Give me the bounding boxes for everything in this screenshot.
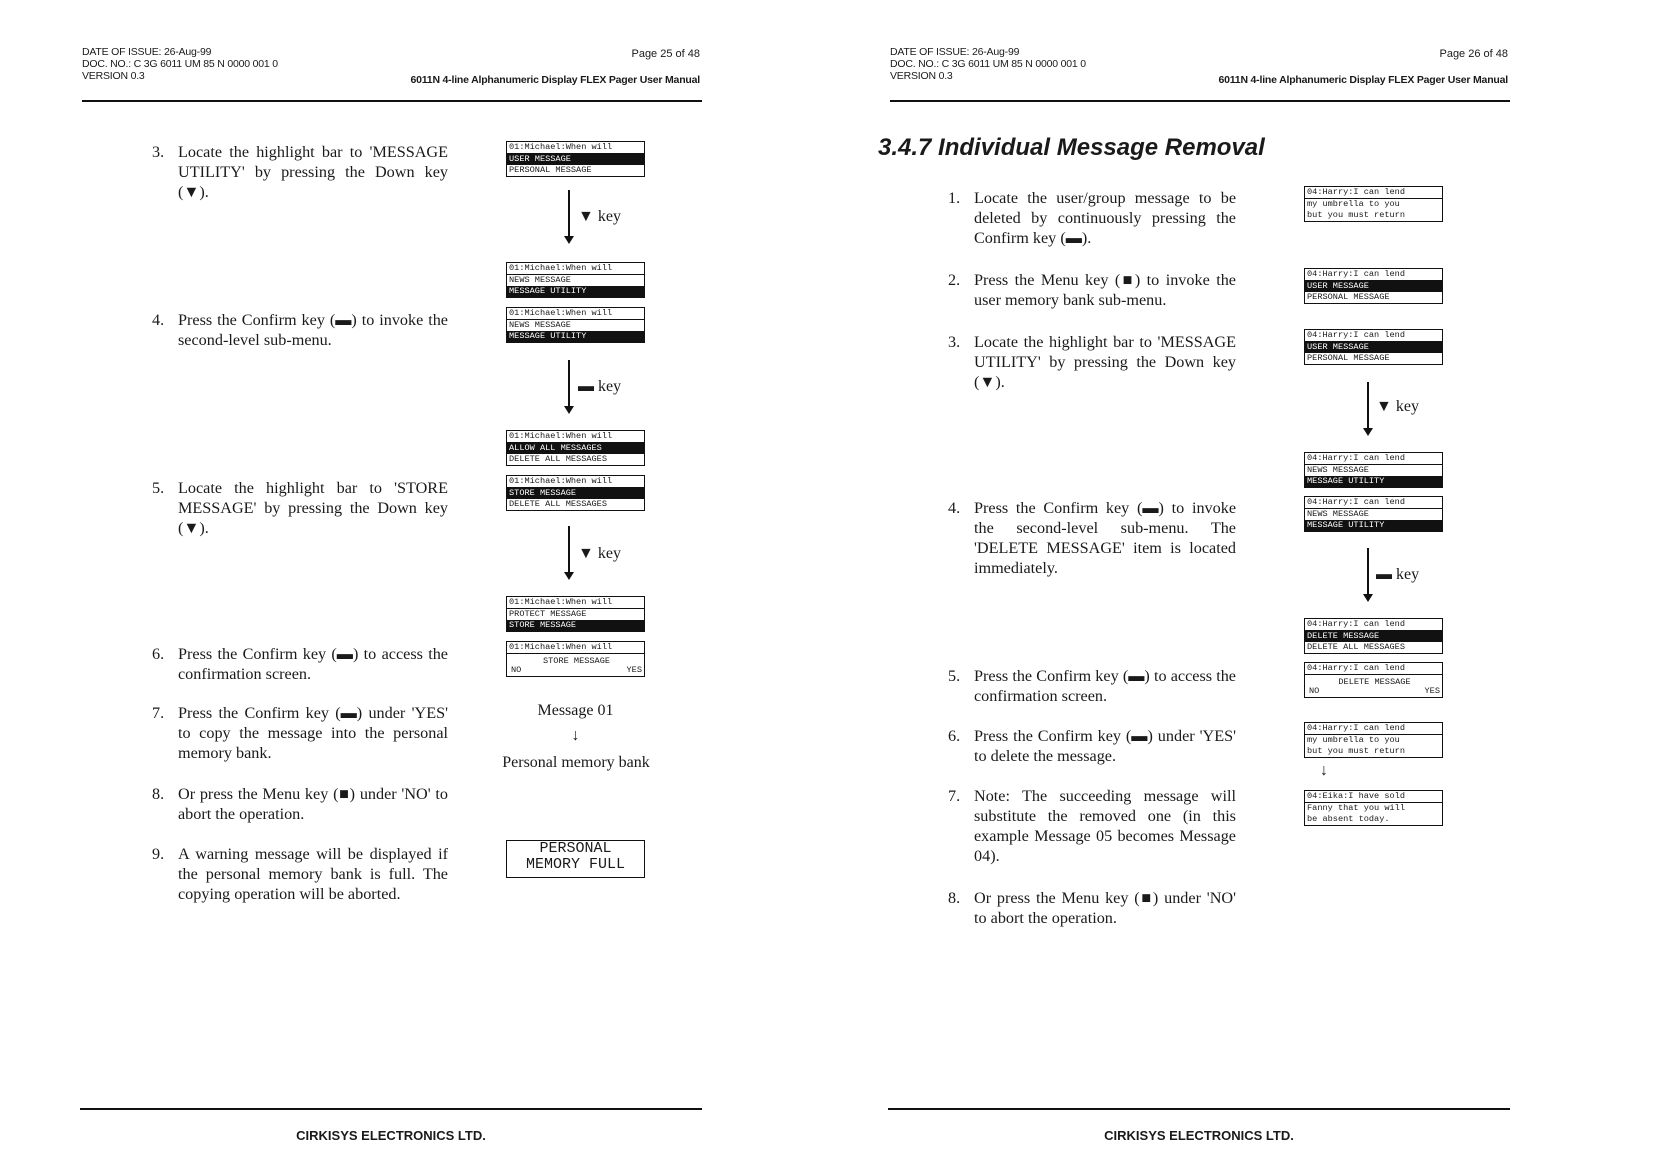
lcd-screen: 01:Michael:When will USER MESSAGE PERSONAL MESSAGE <box>506 141 645 177</box>
page-header <box>890 46 1508 86</box>
section-title: 3.4.7 Individual Message Removal <box>878 134 1265 161</box>
down-arrow <box>568 360 570 412</box>
left-page <box>70 0 710 1174</box>
step-7: 7. Note: The succeeding message will substitute the removed one (in this example Message 05 becomes Message 04). <box>948 787 1236 865</box>
lcd-screen: 01:Michael:When will NEWS MESSAGE MESSAGE UTILITY <box>506 262 645 298</box>
step-8: 8. Or press the Menu key (■) under 'NO' to abort the operation. <box>152 785 448 823</box>
key-label: ▼ key <box>1376 398 1419 415</box>
lcd-screen: 04:Harry:I can lend USER MESSAGE PERSONAL MESSAGE <box>1304 329 1443 365</box>
header-rule <box>82 100 702 102</box>
company-name: CIRKISYS ELECTRONICS LTD. <box>1104 1128 1294 1143</box>
lcd-screen: 04:Harry:I can lend NEWS MESSAGE MESSAGE UTILITY <box>1304 496 1443 532</box>
step-1: 1. Locate the user/group message to be deleted by continuously pressing the Confirm key (▬). <box>948 189 1236 247</box>
step-6: 6. Press the Confirm key (▬) to access the confirmation screen. <box>152 645 448 683</box>
lcd-screen: 04:Harry:I can lend DELETE MESSAGE DELETE ALL MESSAGES <box>1304 618 1443 654</box>
key-label: ▬ key <box>1376 566 1420 583</box>
step-3: 3. Locate the highlight bar to 'MESSAGE UTILITY' by pressing the Down key (▼). <box>152 143 448 201</box>
step-6: 6. Press the Confirm key (▬) under 'YES' to delete the message. <box>948 727 1236 765</box>
lcd-screen: 04:Harry:I can lend DELETE MESSAGE NO YES <box>1304 662 1443 698</box>
header-doc-no: DOC. NO.: C 3G 6011 UM 85 N 0000 001 0 <box>890 58 1086 70</box>
manual-title: 6011N 4-line Alphanumeric Display FLEX Pager User Manual <box>1218 74 1508 86</box>
step-7: 7. Press the Confirm key (▬) under 'YES' to copy the message into the personal memory bank. <box>152 704 448 762</box>
lcd-screen: 01:Michael:When will NEWS MESSAGE MESSAGE UTILITY <box>506 307 645 343</box>
header-version: VERSION 0.3 <box>82 70 145 82</box>
lcd-screen: 04:Harry:I can lend my umbrella to you but you must return <box>1304 722 1443 758</box>
page-footer <box>888 1108 1510 1143</box>
page-header <box>82 46 700 86</box>
lcd-screen: 04:Harry:I can lend USER MESSAGE PERSONAL MESSAGE <box>1304 268 1443 304</box>
step-3: 3. Locate the highlight bar to 'MESSAGE UTILITY' by pressing the Down key (▼). <box>948 333 1236 391</box>
down-arrow <box>1367 382 1369 434</box>
lcd-screen: 01:Michael:When will ALLOW ALL MESSAGES DELETE ALL MESSAGES <box>506 430 645 466</box>
caption-arrow: ↓ <box>571 727 580 744</box>
page-number: Page 25 of 48 <box>631 48 700 60</box>
lcd-screen: 04:Eika:I have sold Fanny that you will be absent today. <box>1304 790 1443 826</box>
header-date: DATE OF ISSUE: 26-Aug-99 <box>890 46 1020 58</box>
page-number: Page 26 of 48 <box>1439 48 1508 60</box>
step-8: 8. Or press the Menu key (■) under 'NO' to abort the operation. <box>948 889 1236 927</box>
lcd-screen: 01:Michael:When will STORE MESSAGE DELETE ALL MESSAGES <box>506 475 645 511</box>
lcd-screen: 04:Harry:I can lend NEWS MESSAGE MESSAGE UTILITY <box>1304 452 1443 488</box>
step-5: 5. Locate the highlight bar to 'STORE MESSAGE' by pressing the Down key (▼). <box>152 479 448 537</box>
key-label: ▼ key <box>578 545 621 562</box>
lcd-screen: 01:Michael:When will PROTECT MESSAGE STORE MESSAGE <box>506 596 645 632</box>
manual-title: 6011N 4-line Alphanumeric Display FLEX Pager User Manual <box>410 74 700 86</box>
down-arrow <box>568 526 570 578</box>
caption-arrow: ↓ <box>1320 762 1328 779</box>
caption-memory-bank: Personal memory bank <box>502 754 650 771</box>
key-label: ▬ key <box>578 378 622 395</box>
right-page <box>878 0 1518 1174</box>
step-2: 2. Press the Menu key (■) to invoke the user memory bank sub-menu. <box>948 271 1236 309</box>
lcd-screen: 01:Michael:When will STORE MESSAGE NO YES <box>506 641 645 677</box>
header-date: DATE OF ISSUE: 26-Aug-99 <box>82 46 212 58</box>
down-arrow <box>1367 548 1369 600</box>
step-4: 4. Press the Confirm key (▬) to invoke the second-level sub-menu. The 'DELETE MESSAGE' item is located immediately. <box>948 499 1236 577</box>
lcd-warning-screen: PERSONAL MEMORY FULL <box>506 840 645 878</box>
down-arrow <box>568 190 570 242</box>
header-rule <box>890 100 1510 102</box>
step-5: 5. Press the Confirm key (▬) to access the confirmation screen. <box>948 667 1236 705</box>
key-label: ▼ key <box>578 208 621 225</box>
lcd-screen: 04:Harry:I can lend my umbrella to you but you must return <box>1304 186 1443 222</box>
caption-message: Message 01 <box>537 702 614 719</box>
step-4: 4. Press the Confirm key (▬) to invoke the second-level sub-menu. <box>152 311 448 349</box>
company-name: CIRKISYS ELECTRONICS LTD. <box>296 1128 486 1143</box>
page-footer <box>80 1108 702 1143</box>
step-9: 9. A warning message will be displayed if the personal memory bank is full. The copying operation will be aborted. <box>152 845 448 903</box>
header-doc-no: DOC. NO.: C 3G 6011 UM 85 N 0000 001 0 <box>82 58 278 70</box>
header-version: VERSION 0.3 <box>890 70 953 82</box>
